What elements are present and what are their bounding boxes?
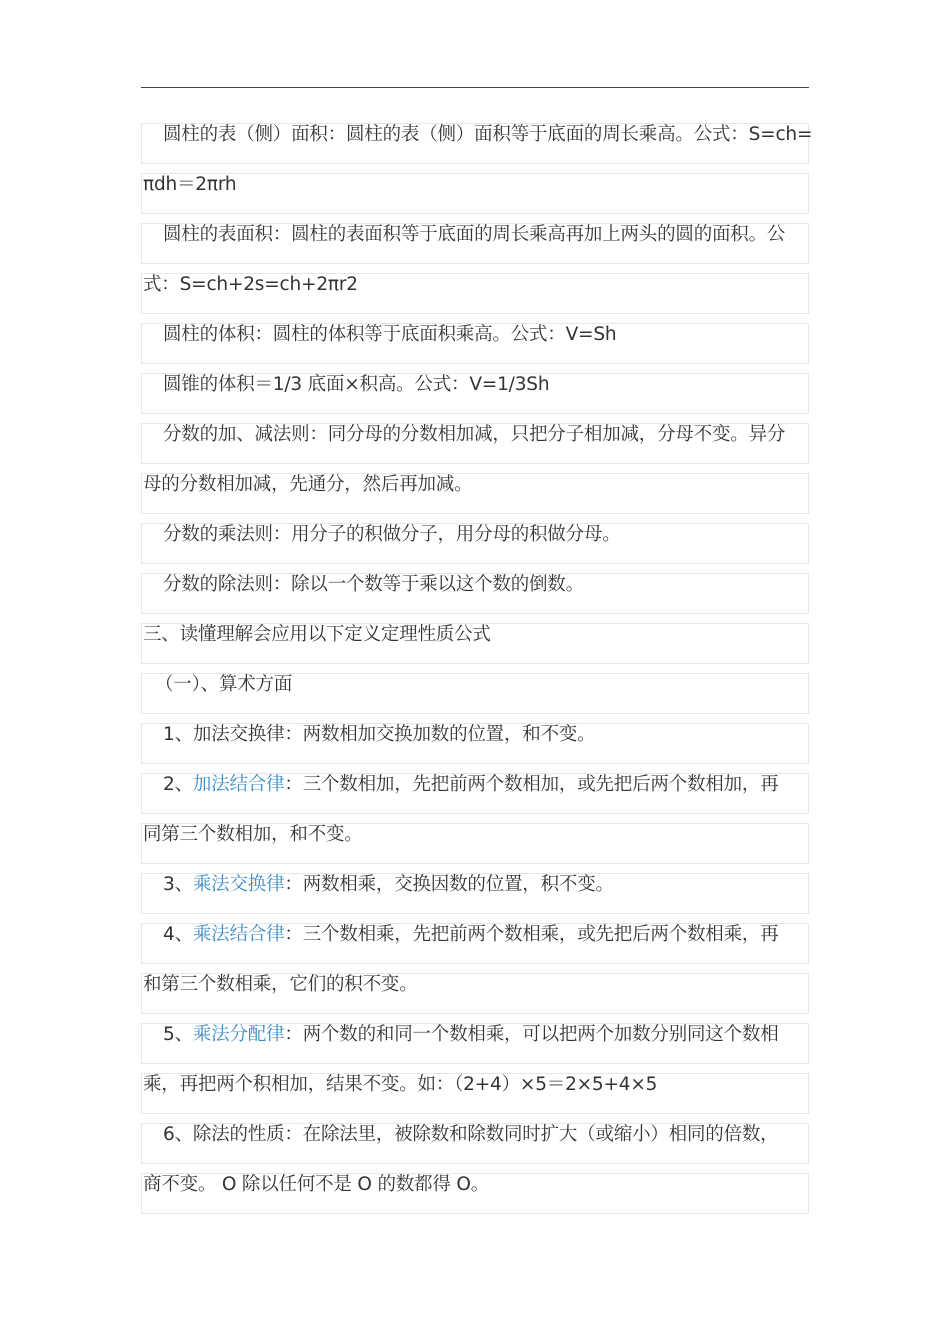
line-text: 分数的乘法则：用分子的积做分子，用分母的积做分母。: [163, 524, 621, 545]
text-line: [141, 1014, 809, 1064]
line-text: 6、除法的性质：在除法里，被除数和除数同时扩大（或缩小）相同的倍数，: [163, 1124, 779, 1145]
line-text: （一）、算术方面: [155, 674, 293, 695]
line-text: [163, 872, 614, 898]
line-text: 圆柱的表面积：圆柱的表面积等于底面的周长乘高再加上两头的圆的面积。公: [163, 224, 786, 245]
term-link[interactable]: 乘法分配律: [192, 1024, 285, 1045]
line-text: 圆柱的体积：圆柱的体积等于底面积乘高。公式：V=Sh: [163, 324, 617, 345]
section-heading: [141, 614, 809, 664]
text-line: [141, 114, 813, 164]
line-text: 母的分数相加减，先通分，然后再加减。: [143, 474, 473, 495]
line-text: 分数的加、减法则：同分母的分数相加减，只把分子相加减，分母不变。异分: [163, 424, 786, 445]
text-line: [141, 314, 809, 364]
item-number: 5、: [163, 1024, 193, 1045]
subsection-heading: [141, 664, 809, 714]
item-body: ：三个数相加，先把前两个数相加，或先把后两个数相加，再: [284, 774, 779, 795]
term-link[interactable]: 乘法结合律: [192, 924, 285, 945]
item-number: 2、: [163, 774, 193, 795]
text-line: [141, 464, 809, 514]
item-body: ：两数相乘，交换因数的位置，积不变。: [284, 874, 614, 895]
text-line: [141, 1114, 809, 1164]
text-line: [141, 864, 809, 914]
line-text: 1、加法交换律：两数相加交换加数的位置，和不变。: [163, 724, 596, 745]
line-text: 式：S=ch+2s=ch+2πr2: [143, 274, 358, 295]
text-line: [141, 714, 809, 764]
line-text: 圆锥的体积＝1/3 底面×积高。公式：V=1/3Sh: [163, 374, 550, 395]
item-body: ：两个数的和同一个数相乘，可以把两个加数分别同这个数相: [284, 1024, 779, 1045]
header-rule: [141, 87, 809, 88]
line-text: 乘，再把两个积相加，结果不变。如：（2+4）×5＝2×5+4×5: [143, 1074, 658, 1095]
line-text: πdh＝2πrh: [143, 174, 237, 195]
document-body: [141, 114, 813, 1214]
text-line: [141, 164, 809, 214]
text-line: [141, 764, 809, 814]
line-text: [163, 922, 779, 948]
text-line: [141, 414, 809, 464]
item-body: ：三个数相乘，先把前两个数相乘，或先把后两个数相乘，再: [284, 924, 779, 945]
text-line: [141, 914, 809, 964]
item-number: 3、: [163, 874, 193, 895]
line-text: [163, 1022, 779, 1048]
text-line: [141, 1064, 809, 1114]
line-text: 同第三个数相加，和不变。: [143, 824, 363, 845]
text-line: [141, 964, 809, 1014]
text-line: [141, 564, 809, 614]
line-text: [163, 772, 779, 798]
line-text: 和第三个数相乘，它们的积不变。: [143, 974, 418, 995]
term-link[interactable]: 加法结合律: [192, 774, 285, 795]
text-line: [141, 514, 809, 564]
text-line: [141, 214, 809, 264]
line-text: 商不变。 O 除以任何不是 O 的数都得 O。: [143, 1174, 489, 1195]
item-number: 4、: [163, 924, 193, 945]
text-line: [141, 814, 809, 864]
line-text: 三、读懂理解会应用以下定义定理性质公式: [143, 624, 491, 645]
line-text: 分数的除法则：除以一个数等于乘以这个数的倒数。: [163, 574, 584, 595]
text-line: [141, 364, 809, 414]
term-link[interactable]: 乘法交换律: [192, 874, 285, 895]
text-line: [141, 264, 809, 314]
line-text: 圆柱的表（侧）面积：圆柱的表（侧）面积等于底面的周长乘高。公式：S=ch=: [163, 124, 813, 145]
text-line: [141, 1164, 809, 1214]
